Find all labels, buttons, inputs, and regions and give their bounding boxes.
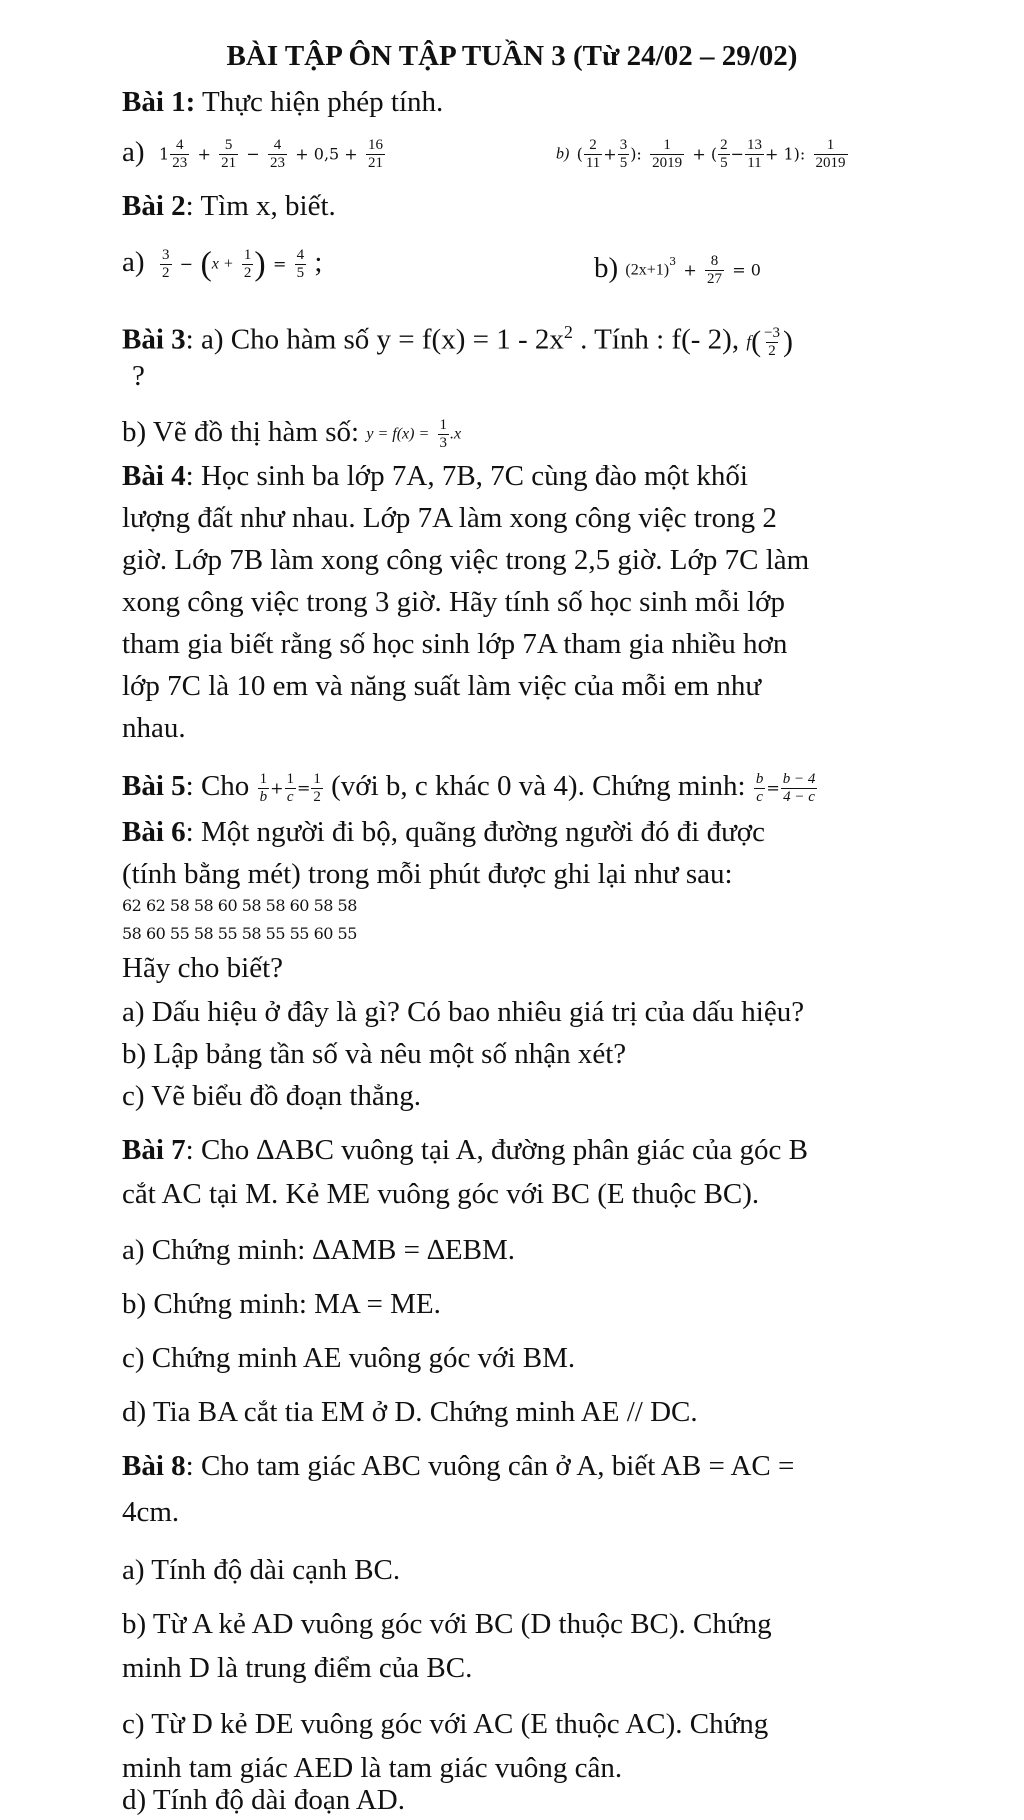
- bai7-label: Bài 7: [122, 1134, 186, 1166]
- bai3-part-a: Bài 3: a) Cho hàm số $y = f(x) = 1 - 2x^2$ . Tính : f(- 2), f( $\frac{-3}{2}$ ): [122, 322, 794, 359]
- bai1-label: Bài 1:: [122, 86, 196, 118]
- bai2-label: Bài 2: [122, 190, 186, 222]
- bai1-a-label: a): [122, 136, 145, 168]
- bai8-line-1: Bài 8: Cho tam giác ABC vuông cân ở A, biết AB = AC =: [122, 1450, 795, 1482]
- bai4-label: Bài 4: [122, 460, 186, 492]
- bai6-data-row-1: 62 62 58 58 60 58 58 60 58 58: [122, 896, 357, 915]
- bai6-item-a: a) Dấu hiệu ở đây là gì? Có bao nhiêu giá trị của dấu hiệu?: [122, 996, 805, 1028]
- bai6-label: Bài 6: [122, 816, 186, 848]
- bai4-line-2: lượng đất như nhau. Lớp 7A làm xong công việc trong 2: [122, 502, 777, 534]
- bai6-line-1: Bài 6: Một người đi bộ, quãng đường người đó đi được: [122, 816, 765, 848]
- bai6-ask: Hãy cho biết?: [122, 952, 284, 984]
- bai8-item-b-line-1: b) Từ A kẻ AD vuông góc với BC (D thuộc BC). Chứng: [122, 1608, 772, 1640]
- bai4-line-6: lớp 7C là 10 em và năng suất làm việc của mỗi em như: [122, 670, 762, 702]
- bai8-item-d: d) Tính độ dài đoạn AD.: [122, 1784, 405, 1816]
- bai8-line-2: 4cm.: [122, 1496, 180, 1528]
- bai1-part-a: a) 1 $\frac{4}{23}$ + $\frac{5}{21}$ − $\frac{4}{23}$ + 0,5 + $\frac{16}{21}$: [122, 136, 383, 171]
- bai8-item-a: a) Tính độ dài cạnh BC.: [122, 1554, 401, 1586]
- bai4-line-7: nhau.: [122, 712, 186, 744]
- bai3-question-mark: ?: [132, 360, 145, 392]
- bai1-a-frac4: $\frac{16}{21}$: [367, 136, 383, 171]
- worksheet-title: BÀI TẬP ÔN TẬP TUẦN 3 (Từ 24/02 – 29/02): [226, 40, 798, 72]
- bai1-text: Thực hiện phép tính.: [195, 86, 444, 118]
- bai3-label: Bài 3: [122, 323, 186, 356]
- bai7-item-d: d) Tia BA cắt tia EM ở D. Chứng minh AE // DC.: [122, 1396, 698, 1428]
- bai5-label: Bài 5: [122, 770, 186, 802]
- bai3-part-b: b) Vẽ đồ thị hàm số: y = f(x) = $\frac{1}{3}$ .x: [122, 416, 462, 451]
- bai2-part-a: a) $\frac{3}{2}$ − (x + $\frac{1}{2}$ ) = $\frac{4}{5}$ ;: [122, 245, 323, 283]
- bai6-line-2: (tính bằng mét) trong mỗi phút được ghi lại như sau:: [122, 858, 733, 890]
- bai4-line-4: xong công việc trong 3 giờ. Hãy tính số học sinh mỗi lớp: [122, 586, 785, 618]
- bai8-item-c-line-1: c) Từ D kẻ DE vuông góc với AC (E thuộc AC). Chứng: [122, 1708, 769, 1740]
- bai6-data-row-2: 58 60 55 58 55 58 55 55 60 55: [122, 924, 357, 943]
- bai7-item-b: b) Chứng minh: MA = ME.: [122, 1288, 441, 1320]
- bai6-item-b: b) Lập bảng tần số và nêu một số nhận xét?: [122, 1038, 627, 1070]
- bai4-line-3: giờ. Lớp 7B làm xong công việc trong 2,5 giờ. Lớp 7C làm: [122, 544, 810, 576]
- bai1-heading: [122, 84, 443, 120]
- bai7-line-2: cắt AC tại M. Kẻ ME vuông góc với BC (E thuộc BC).: [122, 1178, 760, 1210]
- bai8-label: Bài 8: [122, 1450, 186, 1482]
- bai1-b-label: b): [556, 145, 570, 163]
- bai7-item-a: a) Chứng minh: ∆AMB = ∆EBM.: [122, 1234, 516, 1266]
- bai5-line: Bài 5: Cho $\frac{1}{b}$ + $\frac{1}{c}$ = $\frac{1}{2}$ (với b, c khác 0 và 4). Chứng minh: $\frac{b}{c}$ = $\frac{b - 4}{4 - c}$: [122, 770, 816, 805]
- bai1-part-b: b) ( $\frac{2}{11}$ + $\frac{3}{5}$ ): $\frac{1}{2019}$ + ( $\frac{2}{5}$ − $\frac{13}{11}$ + 1): $\frac{1}{2019}$: [556, 136, 846, 171]
- bai4-line-5: tham gia biết rằng số học sinh lớp 7A tham gia nhiều hơn: [122, 628, 788, 660]
- bai1-a-frac1: $\frac{4}{23}$: [172, 136, 188, 171]
- bai1-a-frac2: $\frac{5}{21}$: [221, 136, 237, 171]
- bai7-line-1: Bài 7: Cho ∆ABC vuông tại A, đường phân giác của góc B: [122, 1134, 808, 1166]
- bai1-a-frac3: $\frac{4}{23}$: [270, 136, 286, 171]
- bai2-heading: Bài 2: Tìm x, biết.: [122, 190, 336, 222]
- bai2-part-b: b) $(2x+1)^3$ + $\frac{8}{27}$ = 0: [594, 252, 761, 287]
- bai8-item-b-line-2: minh D là trung điểm của BC.: [122, 1652, 473, 1684]
- bai1-a-whole: 1: [159, 144, 170, 164]
- bai6-item-c: c) Vẽ biểu đồ đoạn thẳng.: [122, 1080, 422, 1112]
- bai4-line-1: Bài 4: Học sinh ba lớp 7A, 7B, 7C cùng đào một khối: [122, 460, 748, 492]
- bai7-item-c: c) Chứng minh AE vuông góc với BM.: [122, 1342, 576, 1374]
- bai8-item-c-line-2: minh tam giác AED là tam giác vuông cân.: [122, 1752, 623, 1784]
